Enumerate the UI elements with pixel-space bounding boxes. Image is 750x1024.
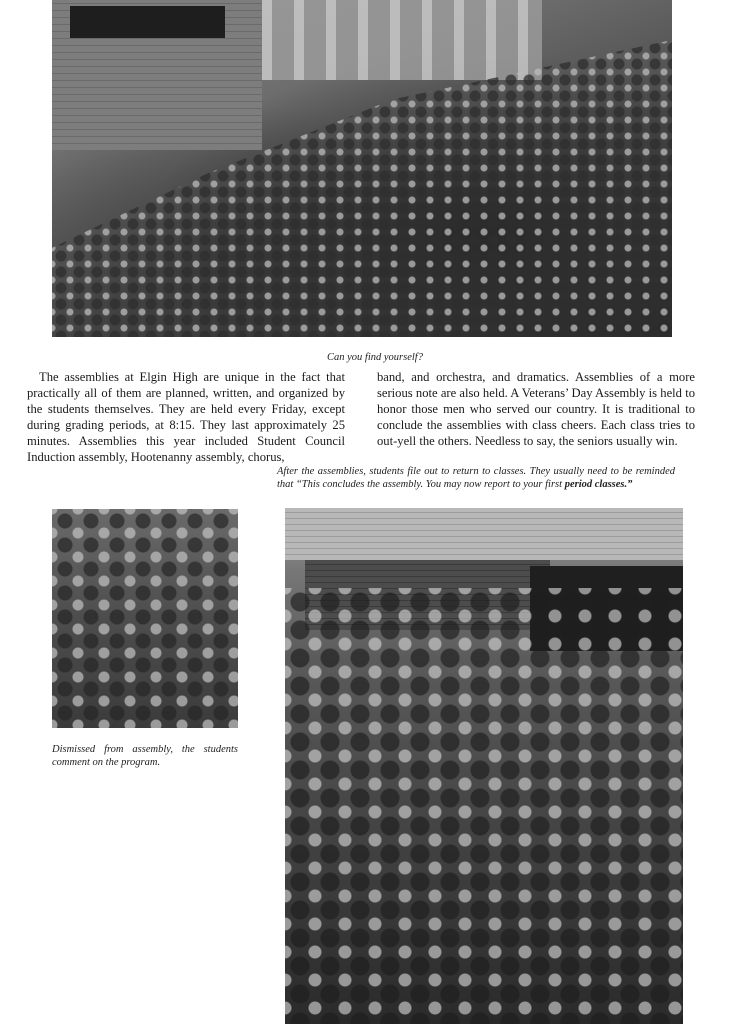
students-filing-out-photo: [285, 508, 683, 1024]
top-photo-caption: Can you find yourself?: [327, 352, 423, 363]
window-columns: [262, 0, 542, 80]
assembly-bleachers-photo: [52, 0, 672, 337]
right-photo-caption: [277, 465, 675, 491]
right-caption-text: After the assemblies, students file out to return to classes. They usually need to be reminded that “This concludes the assembly. You may now report to your first: [277, 466, 675, 490]
standing-students: [52, 509, 238, 728]
article-column-2: band, and orchestra, and dramatics. Assemblies of a more serious note are also held. A Veterans’ Day Assembly is held to honor those men who served our country. It is traditional to conclude the assemblies with class cheers. Each class tries to out-yell the others. Needless to say, the seniors usually win.: [377, 370, 695, 448]
article-column-1: The assemblies at Elgin High are unique in the fact that practically all of them are planned, written, and organized by the students themselves. They are held every Friday, except during grading periods, at 8:15. They last approximately 25 minutes. Assemblies this year included Student Council Induction assembly, Hootenanny assembly, chorus,: [27, 370, 345, 464]
dismissed-students-photo: [52, 509, 238, 728]
left-photo-caption: Dismissed from assembly, the students comment on the program.: [52, 744, 238, 768]
right-caption-bold-text: period classes.”: [564, 479, 633, 490]
standing-crowd: [285, 588, 683, 1024]
upper-brick-wall: [285, 508, 683, 560]
scoreboard: [70, 6, 225, 38]
